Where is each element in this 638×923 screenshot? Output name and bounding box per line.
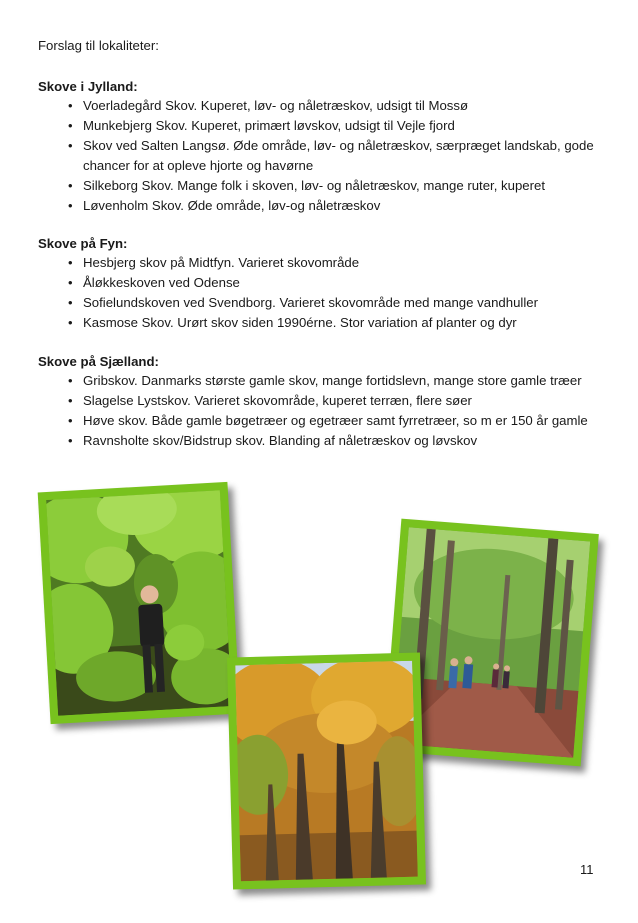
list-item: • Ravnsholte skov/Bidstrup skov. Blanding af nåletræskov og løvskov — [38, 431, 608, 451]
section-title-sjaelland: Skove på Sjælland: — [38, 354, 159, 369]
list-item: • Høve skov. Både gamle bøgetræer og egetræer samt fyrretræer, so m er 150 år gamle — [38, 411, 608, 431]
list-item: • Munkebjerg Skov. Kuperet, primært løvskov, udsigt til Vejle fjord — [38, 116, 608, 136]
list-item: • Skov ved Salten Langsø. Øde område, løv- og nåletræskov, særpræget landskab, gode chancer for at opleve hjorte og havørne — [38, 136, 608, 176]
list-jylland — [38, 96, 608, 216]
list-item: • Sofielundskoven ved Svendborg. Varieret skovområde med mange vandhuller — [38, 293, 608, 313]
list-item: • Slagelse Lystskov. Varieret skovområde, kuperet terræn, flere søer — [38, 391, 608, 411]
section-sjaelland — [38, 354, 608, 451]
list-item: • Åløkkeskoven ved Odense — [38, 273, 608, 293]
list-item: • Gribskov. Danmarks største gamle skov, mange fortidslevn, mange store gamle træer — [38, 371, 608, 391]
page-number: 11 — [580, 862, 594, 877]
list-item: • Løvenholm Skov. Øde område, løv-og nåletræskov — [38, 196, 608, 216]
section-fyn — [38, 236, 608, 333]
section-title-jylland: Skove i Jylland: — [38, 79, 138, 94]
photo-autumn-forest — [227, 653, 426, 890]
green-forest-image — [46, 490, 232, 715]
list-sjaelland — [38, 371, 608, 451]
intro-text: Forslag til lokaliteter: — [38, 38, 159, 53]
list-item: • Hesbjerg skov på Midtfyn. Varieret skovområde — [38, 253, 608, 273]
photo-green-forest-person — [38, 482, 241, 724]
list-item: • Voerladegård Skov. Kuperet, løv- og nåletræskov, udsigt til Mossø — [38, 96, 608, 116]
list-fyn — [38, 253, 608, 333]
list-item: • Kasmose Skov. Urørt skov siden 1990érne. Stor variation af planter og dyr — [38, 313, 608, 333]
list-item: • Silkeborg Skov. Mange folk i skoven, løv- og nåletræskov, mange ruter, kuperet — [38, 176, 608, 196]
section-jylland — [38, 79, 608, 216]
section-title-fyn: Skove på Fyn: — [38, 236, 128, 251]
autumn-forest-image — [235, 661, 418, 882]
